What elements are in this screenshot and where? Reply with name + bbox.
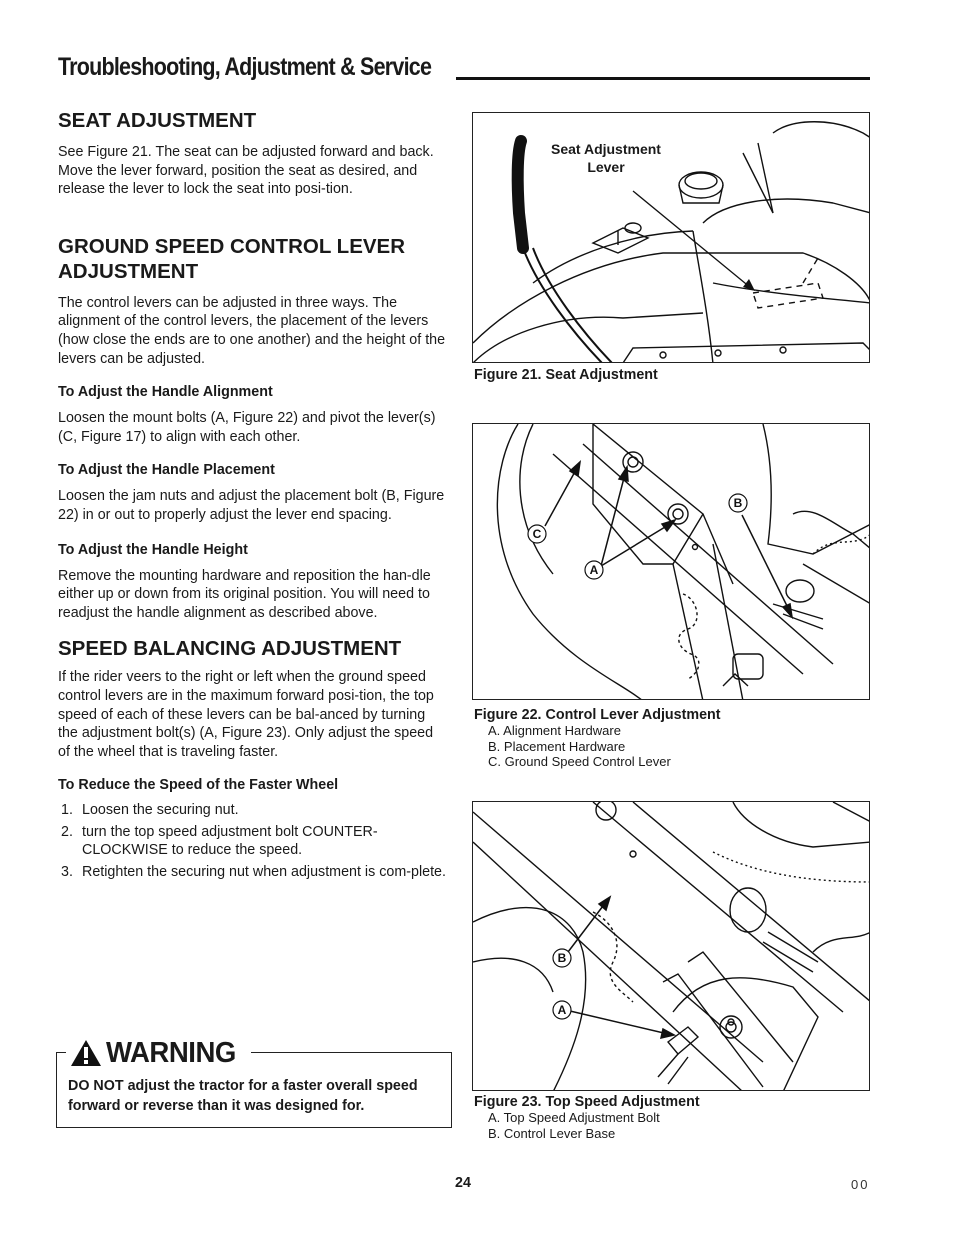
height-body: Remove the mounting hardware and reposition the han-dle either up or down from its original position. You will need to readjust the handle alignment as described above. bbox=[58, 567, 431, 621]
alignment-body: Loosen the mount bolts (A, Figure 22) and pivot the lever(s) (C, Figure 17) to align with each other. bbox=[58, 410, 436, 445]
list-item: 1. Loosen the securing nut. bbox=[61, 802, 239, 819]
figure-22-label-c: C bbox=[532, 527, 542, 541]
ground-speed-body: The control levers can be adjusted in three ways. The alignment of the control levers, the placement of the levers (how close the ends are to one another) and the height of the levers can be adjusted. bbox=[58, 294, 446, 367]
figure-23-caption: Figure 23. Top Speed Adjustment bbox=[474, 1094, 700, 1110]
warning-text: DO NOT adjust the tractor for a faster overall speed forward or reverse than it was designed for. bbox=[68, 1078, 418, 1114]
speed-balancing-body: If the rider veers to the right or left when the ground speed control levers are in the maximum forward posi-tion, the top speed of each of these levers can be bal-anced by turning the adjustment bolt(s) (A, Figure 23). Only adjust the speed of the wheel that is traveling faster. bbox=[58, 669, 434, 760]
list-item: B. Control Lever Base bbox=[488, 1125, 616, 1141]
figure-21-caption: Figure 21. Seat Adjustment bbox=[474, 367, 658, 383]
warning-label: WARNING bbox=[106, 1037, 236, 1069]
figure-22-legend bbox=[474, 723, 671, 770]
seat-illustration bbox=[473, 113, 870, 363]
list-item: A. Alignment Hardware bbox=[488, 723, 621, 738]
figure-22-control-lever bbox=[472, 423, 870, 700]
figure-21-seat-adjustment bbox=[472, 112, 870, 363]
speed-balancing-heading: SPEED BALANCING ADJUSTMENT bbox=[58, 637, 402, 661]
list-item: B. Placement Hardware bbox=[488, 738, 626, 754]
warning-triangle-icon bbox=[70, 1039, 102, 1067]
warning-title bbox=[66, 1036, 251, 1070]
placement-body: Loosen the jam nuts and adjust the placement bolt (B, Figure 22) in or out to properly adjust the lever end spacing. bbox=[58, 488, 445, 523]
header-rule bbox=[456, 77, 870, 80]
alignment-heading: To Adjust the Handle Alignment bbox=[58, 384, 273, 401]
reduce-speed-steps bbox=[58, 801, 448, 881]
list-item: 2. turn the top speed adjustment bolt COUNTER-CLOCKWISE to reduce the speed. bbox=[61, 823, 378, 859]
ground-speed-heading-line1: GROUND SPEED CONTROL LEVER bbox=[58, 234, 406, 258]
figure-22-caption: Figure 22. Control Lever Adjustment bbox=[474, 707, 721, 723]
control-lever-illustration bbox=[473, 424, 870, 700]
placement-heading: To Adjust the Handle Placement bbox=[58, 462, 275, 479]
seat-lever-callout: Seat Adjustment Lever bbox=[551, 141, 661, 175]
list-item: A. Top Speed Adjustment Bolt bbox=[488, 1110, 660, 1125]
reduce-speed-heading: To Reduce the Speed of the Faster Wheel bbox=[58, 777, 339, 794]
list-item: C. Ground Speed Control Lever bbox=[488, 754, 671, 769]
seat-adjustment-body: See Figure 21. The seat can be adjusted forward and back. Move the lever forward, position the seat as desired, and release the lever to lock the seat into posi-tion. bbox=[58, 144, 434, 198]
figure-23-label-b: B bbox=[557, 951, 567, 965]
height-heading: To Adjust the Handle Height bbox=[58, 541, 248, 558]
figure-22-label-b: B bbox=[733, 496, 743, 510]
page-number: 24 bbox=[455, 1175, 471, 1191]
top-speed-illustration bbox=[473, 802, 870, 1091]
seat-adjustment-heading: SEAT ADJUSTMENT bbox=[58, 109, 257, 132]
list-item: 3. Retighten the securing nut when adjustment is com-plete. bbox=[61, 864, 446, 881]
ground-speed-heading-line2: ADJUSTMENT bbox=[58, 259, 199, 283]
figure-23-label-a: A bbox=[557, 1003, 567, 1017]
figure-22-label-a: A bbox=[589, 563, 599, 577]
figure-23-legend bbox=[474, 1110, 660, 1141]
page-code: 00 bbox=[851, 1177, 870, 1192]
page-title: Troubleshooting, Adjustment & Service bbox=[58, 53, 432, 81]
page-header bbox=[58, 52, 870, 82]
left-column bbox=[58, 108, 448, 882]
ground-speed-heading bbox=[58, 234, 448, 284]
figure-23-top-speed bbox=[472, 801, 870, 1091]
